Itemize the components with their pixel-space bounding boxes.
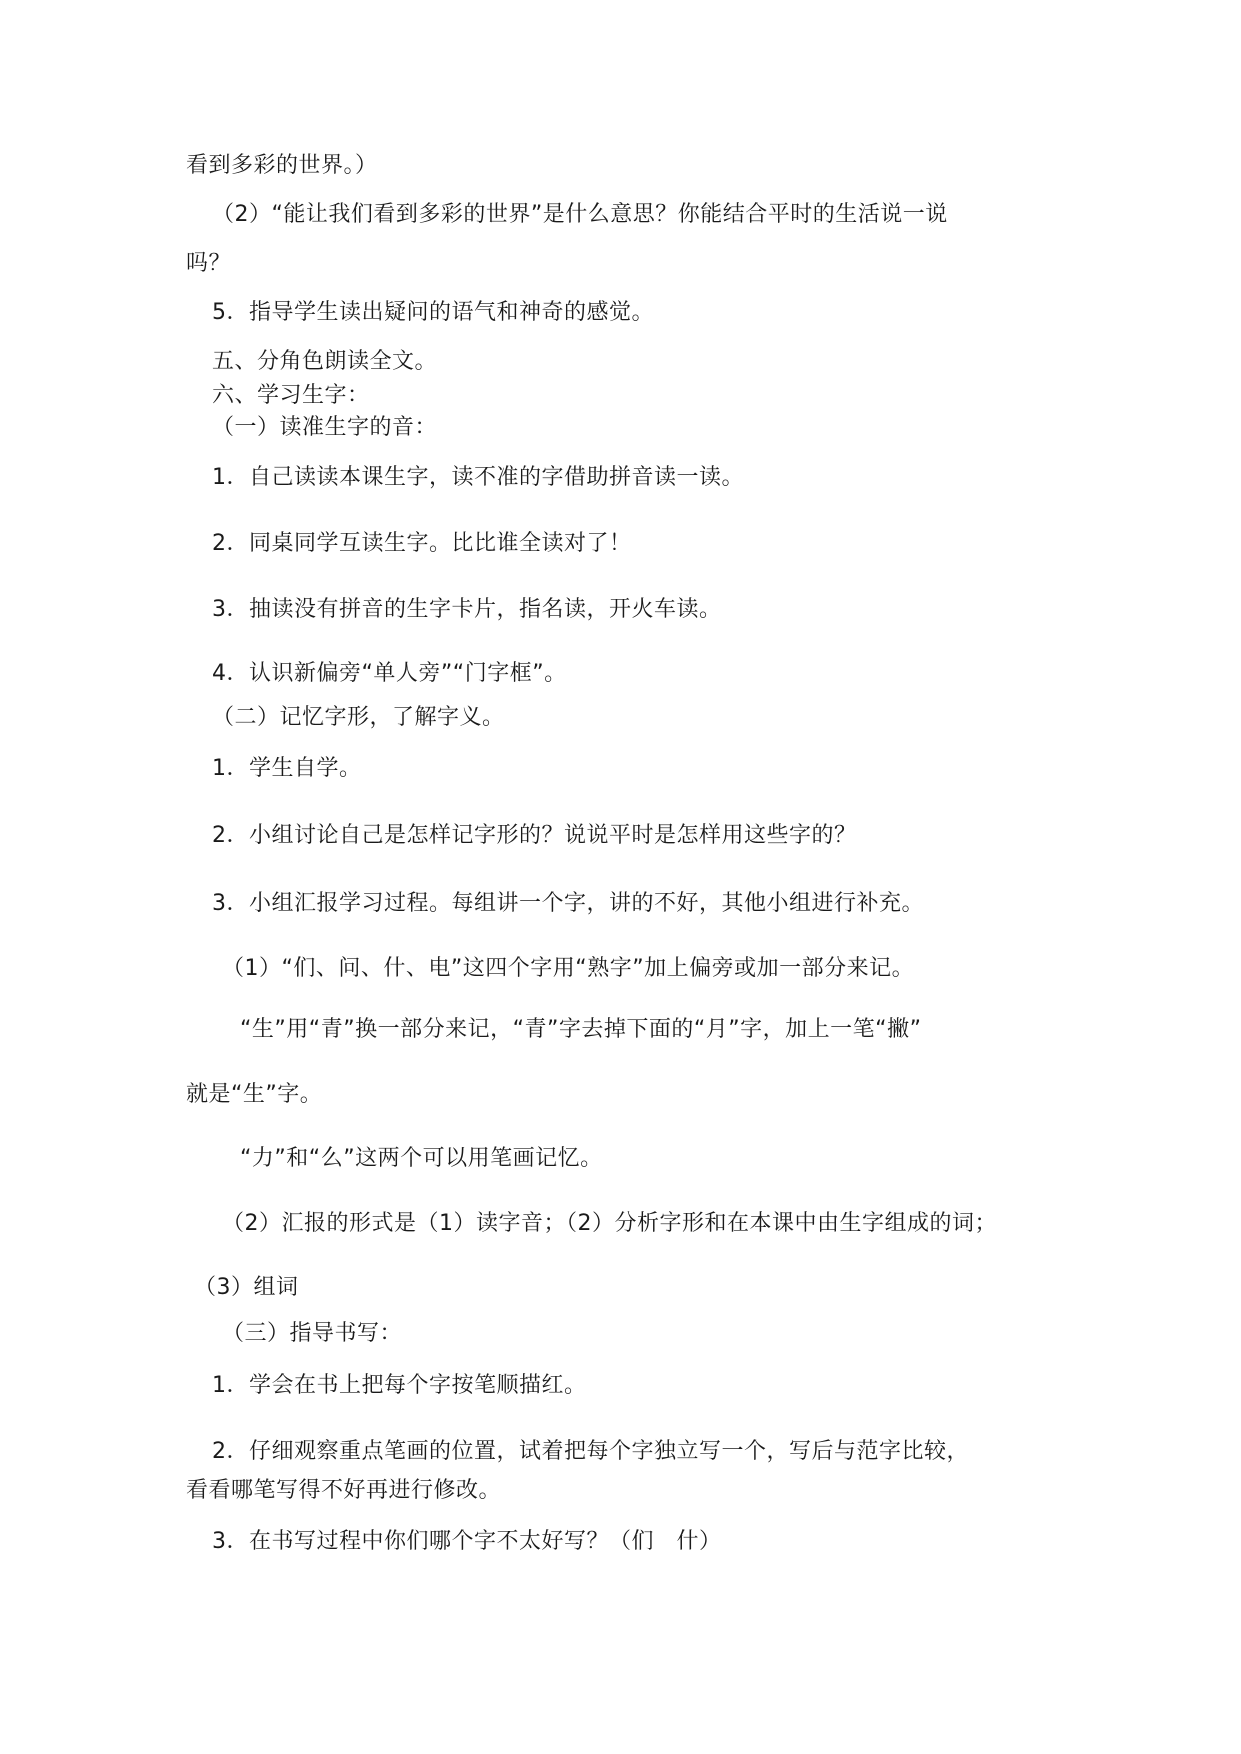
- text-line: （3）组词: [194, 1275, 299, 1300]
- text-line: 看看哪笔写得不好再进行修改。: [186, 1478, 502, 1503]
- subsection-heading: （一）读准生字的音：: [212, 415, 438, 440]
- text-line: 3．小组汇报学习过程。每组讲一个字，讲的不好，其他小组进行补充。: [212, 891, 924, 916]
- text-line: “力”和“么”这两个可以用笔画记忆。: [240, 1146, 603, 1171]
- text-line: 吗？: [186, 251, 232, 276]
- text-line: 4．认识新偏旁“单人旁”“门字框”。: [212, 661, 567, 686]
- subsection-heading: （二）记忆字形，了解字义。: [212, 705, 505, 730]
- text-line: “生”用“青”换一部分来记，“青”字去掉下面的“月”字，加上一笔“撇”: [240, 1017, 922, 1042]
- section-heading: 五、分角色朗读全文。: [212, 349, 438, 374]
- text-line: 2．仔细观察重点笔画的位置，试着把每个字独立写一个，写后与范字比较，: [212, 1439, 969, 1464]
- text-line: 2．小组讨论自己是怎样记字形的？说说平时是怎样用这些字的？: [212, 823, 857, 848]
- text-line: （2）汇报的形式是（1）读字音；（2）分析字形和在本课中由生字组成的词；: [222, 1211, 997, 1236]
- text-line: 1．学会在书上把每个字按笔顺描红。: [212, 1373, 587, 1398]
- text-line: 就是“生”字。: [186, 1082, 323, 1107]
- text-line: 看到多彩的世界。）: [186, 153, 378, 178]
- subsection-heading: （三）指导书写：: [222, 1321, 403, 1346]
- text-line: 3．在书写过程中你们哪个字不太好写？（们 什）: [212, 1529, 722, 1554]
- text-line: （1）“们、问、什、电”这四个字用“熟字”加上偏旁或加一部分来记。: [222, 956, 915, 981]
- text-line: 5．指导学生读出疑问的语气和神奇的感觉。: [212, 300, 654, 325]
- section-heading: 六、学习生字：: [212, 383, 370, 408]
- text-line: 1．学生自学。: [212, 756, 362, 781]
- text-line: 3．抽读没有拼音的生字卡片，指名读，开火车读。: [212, 597, 722, 622]
- text-line: （2）“能让我们看到多彩的世界”是什么意思？你能结合平时的生活说一说: [212, 202, 948, 227]
- text-line: 2．同桌同学互读生字。比比谁全读对了！: [212, 531, 632, 556]
- text-line: 1．自己读读本课生字，读不准的字借助拼音读一读。: [212, 465, 744, 490]
